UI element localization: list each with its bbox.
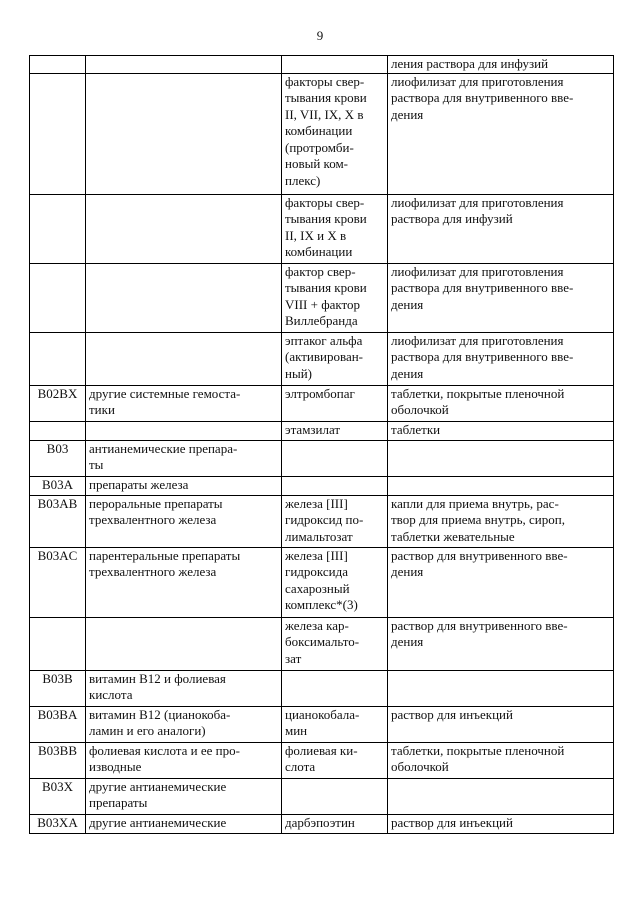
group-cell: другие антианемические препараты: [86, 778, 282, 814]
dosage-form-cell: [388, 440, 614, 476]
atc-code-cell: B03AC: [30, 547, 86, 617]
atc-code-cell: [30, 194, 86, 263]
dosage-form-cell: раствор для инъекций: [388, 706, 614, 742]
substance-cell: [282, 440, 388, 476]
dosage-form-cell: капли для приема внутрь, рас- твор для приема внутрь, сироп, таблетки жевательные: [388, 495, 614, 547]
dosage-form-cell: [388, 778, 614, 814]
dosage-form-cell: [388, 476, 614, 495]
dosage-form-cell: таблетки: [388, 421, 614, 440]
group-cell: фолиевая кислота и ее про- изводные: [86, 742, 282, 778]
group-cell: препараты железа: [86, 476, 282, 495]
group-cell: другие системные гемоста- тики: [86, 385, 282, 421]
table-row: [30, 617, 614, 670]
dosage-form-cell: ления раствора для инфузий: [388, 56, 614, 74]
substance-cell: [282, 56, 388, 74]
group-cell: другие антианемические: [86, 814, 282, 833]
dosage-form-cell: таблетки, покрытые пленочной оболочкой: [388, 742, 614, 778]
table-row: [30, 194, 614, 263]
table-row: [30, 495, 614, 547]
dosage-form-cell: лиофилизат для приготовления раствора для инфузий: [388, 194, 614, 263]
substance-cell: [282, 476, 388, 495]
group-cell: [86, 56, 282, 74]
page-number: 9: [316, 28, 324, 43]
substance-cell: [282, 778, 388, 814]
group-cell: [86, 73, 282, 194]
table-row: [30, 385, 614, 421]
substance-cell: фактор свер- тывания крови VIII + фактор Виллебранда: [282, 263, 388, 332]
table-row: [30, 421, 614, 440]
atc-code-cell: [30, 56, 86, 74]
atc-code-cell: [30, 263, 86, 332]
group-cell: [86, 332, 282, 385]
substance-cell: железа [III] гидроксид по- лимальтозат: [282, 495, 388, 547]
table-row: [30, 670, 614, 706]
substance-cell: железа [III] гидроксида сахарозный комплекс*(3): [282, 547, 388, 617]
dosage-form-cell: раствор для внутривенного вве- дения: [388, 547, 614, 617]
substance-cell: этамзилат: [282, 421, 388, 440]
table-row: [30, 56, 614, 74]
atc-code-cell: [30, 73, 86, 194]
group-cell: пероральные препараты трехвалентного железа: [86, 495, 282, 547]
table-row: [30, 476, 614, 495]
dosage-form-cell: раствор для внутривенного вве- дения: [388, 617, 614, 670]
atc-code-cell: B02BX: [30, 385, 86, 421]
group-cell: витамин B12 и фолиевая кислота: [86, 670, 282, 706]
atc-code-cell: [30, 617, 86, 670]
group-cell: антианемические препара- ты: [86, 440, 282, 476]
group-cell: [86, 421, 282, 440]
dosage-form-cell: раствор для инъекций: [388, 814, 614, 833]
atc-code-cell: B03A: [30, 476, 86, 495]
group-cell: [86, 617, 282, 670]
substance-cell: фолиевая ки- слота: [282, 742, 388, 778]
atc-code-cell: [30, 332, 86, 385]
group-cell: витамин B12 (цианокоба- ламин и его аналоги): [86, 706, 282, 742]
table-row: [30, 440, 614, 476]
drug-table-body: [30, 56, 614, 834]
table-row: [30, 73, 614, 194]
atc-code-cell: B03XA: [30, 814, 86, 833]
dosage-form-cell: [388, 670, 614, 706]
substance-cell: факторы свер- тывания крови II, IX и X в комбинации: [282, 194, 388, 263]
group-cell: парентеральные препараты трехвалентного железа: [86, 547, 282, 617]
substance-cell: элтромбопаг: [282, 385, 388, 421]
table-row: [30, 263, 614, 332]
atc-code-cell: B03AB: [30, 495, 86, 547]
table-row: [30, 778, 614, 814]
atc-code-cell: B03BA: [30, 706, 86, 742]
atc-code-cell: B03BB: [30, 742, 86, 778]
dosage-form-cell: таблетки, покрытые пленочной оболочкой: [388, 385, 614, 421]
atc-code-cell: B03X: [30, 778, 86, 814]
substance-cell: факторы свер- тывания крови II, VII, IX, X в комбинации (протромби- новый ком- плекс): [282, 73, 388, 194]
table-row: [30, 332, 614, 385]
substance-cell: железа кар- боксимальто- зат: [282, 617, 388, 670]
substance-cell: дарбэпоэтин: [282, 814, 388, 833]
drug-table: [29, 55, 614, 834]
substance-cell: эптаког альфа (активирован- ный): [282, 332, 388, 385]
atc-code-cell: [30, 421, 86, 440]
table-row: [30, 706, 614, 742]
table-row: [30, 742, 614, 778]
atc-code-cell: B03: [30, 440, 86, 476]
dosage-form-cell: лиофилизат для приготовления раствора для внутривенного вве- дения: [388, 332, 614, 385]
substance-cell: [282, 670, 388, 706]
atc-code-cell: B03B: [30, 670, 86, 706]
dosage-form-cell: лиофилизат для приготовления раствора для внутривенного вве- дения: [388, 263, 614, 332]
group-cell: [86, 194, 282, 263]
table-row: [30, 547, 614, 617]
group-cell: [86, 263, 282, 332]
table-row: [30, 814, 614, 833]
substance-cell: цианокобала- мин: [282, 706, 388, 742]
dosage-form-cell: лиофилизат для приготовления раствора для внутривенного вве- дения: [388, 73, 614, 194]
